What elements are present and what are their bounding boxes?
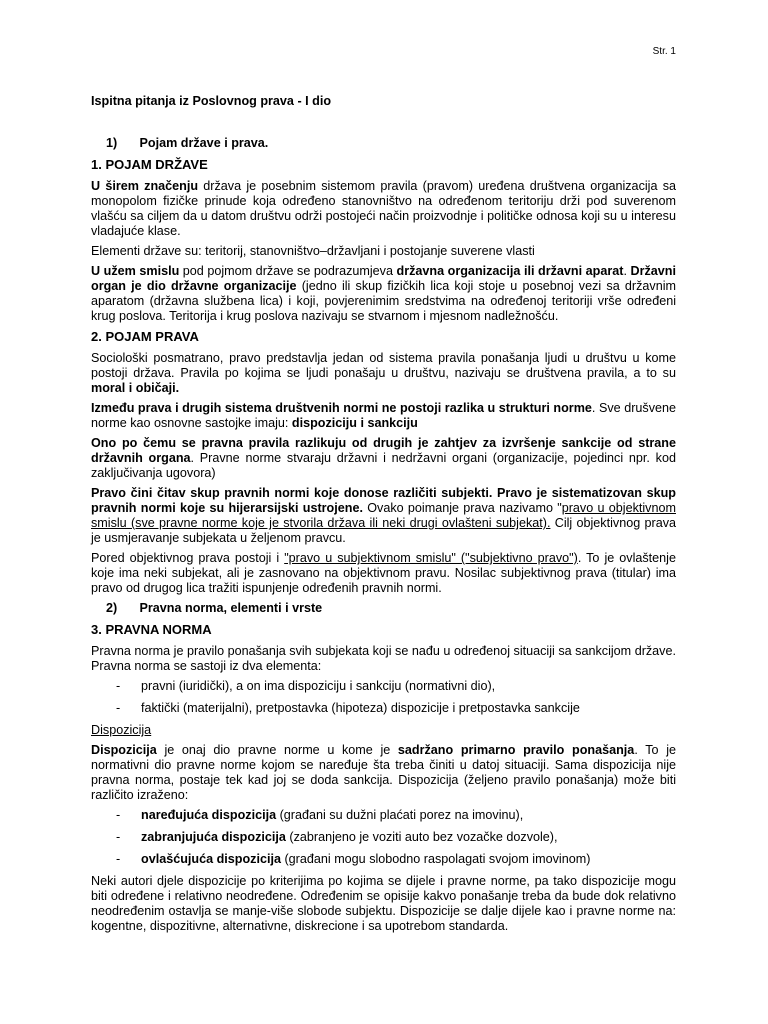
document-title: Ispitna pitanja iz Poslovnog prava - I dio xyxy=(91,94,332,108)
paragraph-vrste-dispozicija: Neki autori djele dispozicije po kriterijima po kojima se dijele i pravne norme, pa tako dispozicije mogu biti određene i relativno neodređene. Određenim se opisije kakvo ponašanje treba da bude dok relativno neodređenim ostavlja se manje-više slobode subjektu. Dispozicije se dalje dijele kao i pravne norme na: kogentne, dispozitivne, alternativne, diskrecione i sa upotrebom standarda. xyxy=(91,874,676,933)
question-2-label: Pravna norma, elementi i vrste xyxy=(139,601,323,615)
paragraph-sankcija: Ono po čemu se pravna pravila razlikuju od drugih je zahtjev za izvršenje sankcije od strane državnih organa. Pravne norme stvaraju državni i nedržavni organi (organizacije, pojedinci npr. kod zaključivanja ugovora) xyxy=(91,436,676,480)
paragraph-objektivno-pravo: Pravo čini čitav skup pravnih normi koje donose različiti subjekti. Pravo je sistematizovan skup pravnih normi koje su hijerarsijski ustrojene. Ovako poimanje prava nazivamo "pravo u objektivnom smislu (sve pravne norme koje je stvorila država ili neki drugi ovlašteni subjekat). Cilj objektivnog prava je usmjeravanje subjekata u željenom pravcu. xyxy=(91,486,676,545)
document-body xyxy=(91,94,676,939)
list-item-ovlascujuca: - ovlašćujuća dispozicija (građani mogu slobodno raspolagati svojom imovinom) xyxy=(91,852,676,867)
paragraph-uzi-smisao: U užem smislu pod pojmom države se podrazumjeva državna organizacija ili državni aparat. Državni organ je dio državne organizacije (jedno ili skup fizičkih lica koji stoje u posebnoj vezi sa državnim aparatom (državna službena lica) i koji, povjerenimim sredstvima na određenoj teritoriji vrše određeni krug poslova. Teritorija i krug poslova nazivaju se stvarnom i mjesnom nadležnošću. xyxy=(91,264,676,323)
paragraph-struktura-norme: Između prava i drugih sistema društvenih normi ne postoji razlika u strukturi norme. Sve drušvene norme kao osnovne sastojke imaju: dispoziciju i sankciju xyxy=(91,401,677,430)
paragraph-subjektivno-pravo: Pored objektivnog prava postoji i "pravo u subjektivnom smislu" ("subjektivno pravo"). To je ovlaštenje koje ima neki subjekat, ali je zasnovano na objektivnom pravu. Nosilac subjektivnog prava (titular) ima pravo od drugog lica tražiti ispunjenje određenih pravnih normi. xyxy=(91,551,676,595)
question-1-number: 1) xyxy=(106,136,118,150)
question-1-label: Pojam države i prava. xyxy=(139,136,269,150)
heading-pojam-prava: 2. POJAM PRAVA xyxy=(91,329,199,344)
list-item-zabranjujuca: - zabranjujuća dispozicija (zabranjeno je voziti auto bez vozačke dozvole), xyxy=(91,830,676,845)
paragraph-pravna-norma: Pravna norma je pravilo ponašanja svih subjekata koji se nađu u određenoj situaciji sa sankcijom države. Pravna norma se sastoji iz dva elementa: xyxy=(91,644,676,673)
paragraph-socioloski: Sociološki posmatrano, pravo predstavlja jedan od sistema pravila ponašanja ljudi u društvu u kome postoji država. Pravila po kojima se ljudi ponašaju u društvu, nazivaju se društvena pravila, a to su moral i običaji. xyxy=(91,351,676,395)
paragraph-siri-smisao: U širem značenju država je posebnim sistemom pravila (pravom) uređena društvena organizacija sa monopolom fizičke prinude koja određeno stanovništvo na određenom teritoriju drži pod suverenom vlašću sa ciljem da u datom društvu održi postojeći način proizvodnje i političke odnosa koji su u interesu vladajuće klase. xyxy=(91,179,676,238)
list-item-fakticki: - faktički (materijalni), pretpostavka (hipoteza) dispozicije i pretpostavka sankcije xyxy=(91,701,676,716)
question-2 xyxy=(91,601,676,616)
list-item-pravni: - pravni (iuridički), a on ima dispoziciju i sankciju (normativni dio), xyxy=(91,679,676,694)
heading-pojam-drzave: 1. POJAM DRŽAVE xyxy=(91,157,208,172)
heading-pravna-norma: 3. PRAVNA NORMA xyxy=(91,622,212,637)
page-number: Str. 1 xyxy=(652,46,676,57)
list-item-naredujuca: - naređujuća dispozicija (građani su dužni plaćati porez na imovinu), xyxy=(91,808,676,823)
question-2-number: 2) xyxy=(106,601,118,615)
question-1 xyxy=(91,136,676,151)
paragraph-elementi-drzave: Elementi države su: teritorij, stanovništvo–državljani i postojanje suverene vlasti xyxy=(91,244,535,258)
paragraph-dispozicija: Dispozicija je onaj dio pravne norme u kome je sadržano primarno pravilo ponašanja. To je normativni dio pravne norme kojom se naređuje šta treba činiti u datoj situaciji. Sama dispozicija nije pravna norma, postaje tek kad joj se doda sankcija. Dispozicija (željeno pravilo ponašanja) može biti različito izraženo: xyxy=(91,743,677,802)
subheading-dispozicija: Dispozicija xyxy=(91,723,152,737)
